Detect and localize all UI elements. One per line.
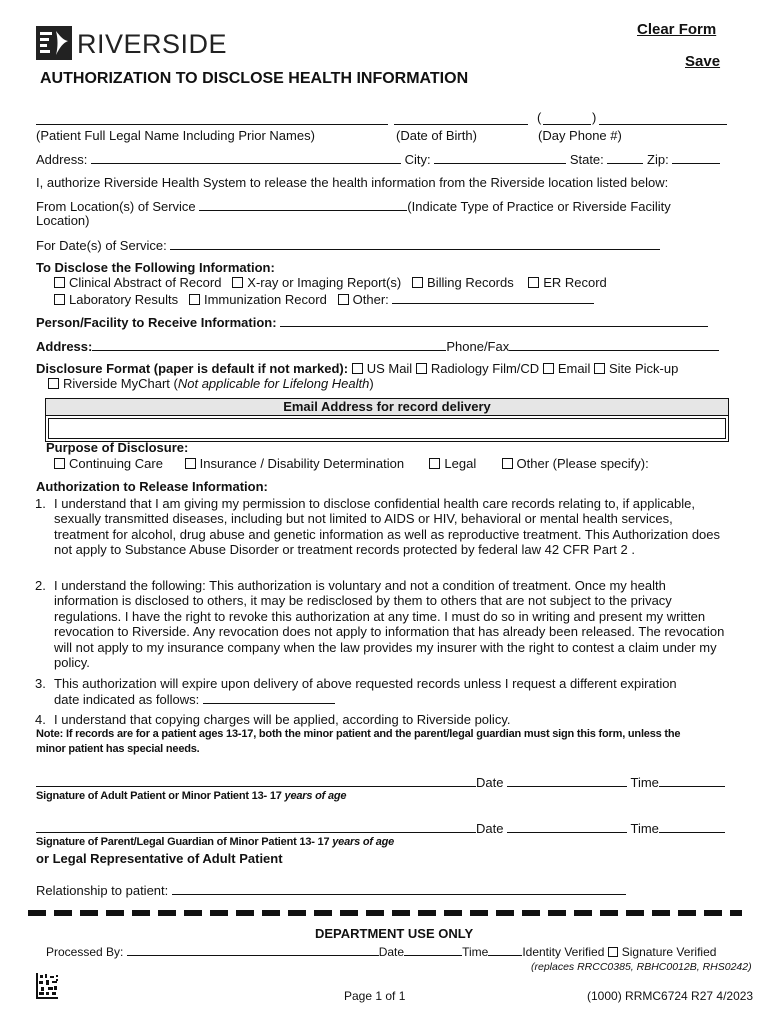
- dept-date-field[interactable]: [404, 945, 462, 956]
- processed-by-field[interactable]: [127, 945, 379, 956]
- billing-label: Billing Records: [427, 275, 514, 290]
- minor-note-cont: minor patient has special needs.: [36, 743, 200, 755]
- insurance-label: Insurance / Disability Determination: [199, 456, 405, 471]
- pickup-checkbox[interactable]: [594, 363, 605, 374]
- lab-checkbox[interactable]: [54, 294, 65, 305]
- phone-label: (Day Phone #): [538, 128, 622, 143]
- paragraph-1-text: I understand that I am giving my permission to disclose confidential health care records relating to, if applicable, sexually transmitted diseases, including but not limited to AIDS or HIV, behavioral or mental health services, treatment for alcohol, drug abuse and genetic information as well as reproductive treatment. This Authorization does not apply to Substance Abuse Disorder or treatment records protected by federal law 42 CFR Part 2 .: [54, 496, 721, 558]
- city-label: City:: [404, 152, 431, 167]
- email-label: Email: [557, 361, 591, 376]
- location-hint-cont: Location): [36, 213, 90, 228]
- paragraph-3-text-cont: date indicated as follows:: [54, 692, 200, 708]
- phone-field[interactable]: [599, 112, 727, 125]
- billing-checkbox[interactable]: [412, 277, 423, 288]
- page-number: Page 1 of 1: [344, 989, 406, 1003]
- email-address-box: [45, 398, 729, 442]
- dept-date-label: Date: [378, 945, 405, 959]
- recipient-address-field[interactable]: [92, 338, 446, 351]
- brand-name: RIVERSIDE: [77, 29, 228, 59]
- disclose-heading: To Disclose the Following Information:: [36, 260, 275, 275]
- riverside-logo-icon: [36, 26, 72, 60]
- guardian-signature-field[interactable]: [36, 820, 476, 833]
- expiration-date-field[interactable]: [203, 691, 335, 704]
- relationship-field[interactable]: [172, 882, 626, 895]
- purpose-heading: Purpose of Disclosure:: [46, 440, 189, 455]
- continuing-checkbox[interactable]: [54, 458, 65, 469]
- adult-signature-field[interactable]: [36, 774, 476, 787]
- department-heading: DEPARTMENT USE ONLY: [315, 926, 474, 941]
- phone-paren-open: (: [537, 110, 542, 125]
- processed-by-label: Processed By:: [46, 945, 124, 959]
- phone-fax-field[interactable]: [509, 338, 719, 351]
- phone-area-field[interactable]: [543, 112, 591, 125]
- adult-date-label: Date: [476, 775, 504, 790]
- form-code: (1000) RRMC6724 R27 4/2023: [587, 989, 754, 1003]
- save-button[interactable]: Save: [685, 53, 721, 70]
- guardian-signature-label-italic: years of age: [332, 836, 395, 848]
- identity-verified-label: Identity Verified: [522, 945, 605, 959]
- phone-fax-label: Phone/Fax: [446, 339, 510, 354]
- film-label: Radiology Film/CD: [430, 361, 540, 376]
- paragraph-4-number: 4.: [35, 712, 46, 727]
- zip-label: Zip:: [647, 152, 669, 167]
- other-info-checkbox[interactable]: [338, 294, 349, 305]
- legal-rep-label: or Legal Representative of Adult Patient: [36, 851, 283, 866]
- paragraph-1: [35, 496, 730, 558]
- lab-label: Laboratory Results: [69, 292, 179, 307]
- er-checkbox[interactable]: [528, 277, 539, 288]
- relationship-label: Relationship to patient:: [36, 883, 169, 898]
- dept-time-label: Time: [462, 945, 489, 959]
- film-checkbox[interactable]: [416, 363, 427, 374]
- recipient-field[interactable]: [280, 314, 708, 327]
- clear-form-button[interactable]: Clear Form: [637, 21, 717, 38]
- legal-label: Legal: [444, 456, 477, 471]
- paragraph-3-text: This authorization will expire upon delivery of above requested records unless I request a different expiration: [54, 676, 677, 691]
- replaces-note: (replaces RRCC0385, RBHC0012B, RHS0242): [531, 961, 752, 973]
- er-label: ER Record: [543, 275, 607, 290]
- adult-time-label: Time: [630, 775, 659, 790]
- paragraph-3-number: 3.: [35, 676, 46, 691]
- address-label: Address:: [36, 152, 88, 167]
- signature-verified-checkbox[interactable]: [608, 947, 618, 957]
- paragraph-1-number: 1.: [35, 496, 46, 511]
- mychart-note: Not applicable for Lifelong Health: [177, 376, 370, 391]
- address-field[interactable]: [91, 151, 401, 164]
- guardian-date-label: Date: [476, 821, 504, 836]
- legal-checkbox[interactable]: [429, 458, 440, 469]
- email-address-input[interactable]: [48, 418, 726, 439]
- paragraph-2-number: 2.: [35, 578, 46, 593]
- adult-signature-label-italic: years of age: [284, 790, 347, 802]
- xray-label: X-ray or Imaging Report(s): [247, 275, 402, 290]
- xray-checkbox[interactable]: [232, 277, 243, 288]
- adult-date-field[interactable]: [507, 774, 627, 787]
- mychart-close: ): [369, 376, 374, 391]
- release-heading: Authorization to Release Information:: [36, 479, 268, 494]
- pickup-label: Site Pick-up: [608, 361, 679, 376]
- authorization-statement: I, authorize Riverside Health System to release the health information from the Riverside location listed below:: [36, 175, 669, 190]
- riverside-logo: [36, 26, 228, 62]
- paragraph-3: [35, 676, 730, 708]
- email-checkbox[interactable]: [543, 363, 554, 374]
- dates-field[interactable]: [170, 237, 660, 250]
- location-label: From Location(s) of Service: [36, 199, 196, 214]
- cut-line: [28, 910, 742, 916]
- paragraph-4: [35, 712, 730, 727]
- barcode-icon: [36, 973, 58, 999]
- other-info-label: Other:: [352, 292, 389, 307]
- form-title: AUTHORIZATION TO DISCLOSE HEALTH INFORMATION: [40, 70, 469, 87]
- adult-signature-label: Signature of Adult Patient or Minor Patient 13- 17: [36, 790, 285, 802]
- signature-verified-label: Signature Verified: [621, 945, 717, 959]
- paragraph-2-text: I understand the following: This authorization is voluntary and not a condition of treatment. Once my health information is disclosed to others, it may be redisclosed by them to others that are not subject to the privacy regulations. I have the right to revoke this authorization at any time. I must do so in writing and present my written revocation to Riverside. Any revocation does not apply to information that has already been released. The revocation will not apply to my insurance company when the law provides my insurer with the right to contest a claim under my policy.: [54, 578, 725, 671]
- guardian-date-field[interactable]: [507, 820, 627, 833]
- continuing-label: Continuing Care: [69, 456, 163, 471]
- insurance-checkbox[interactable]: [185, 458, 196, 469]
- state-field[interactable]: [607, 151, 643, 164]
- mail-label: US Mail: [366, 361, 413, 376]
- recipient-label: Person/Facility to Receive Information:: [36, 315, 277, 330]
- guardian-signature-label: Signature of Parent/Legal Guardian of Minor Patient 13- 17: [36, 836, 333, 848]
- zip-field[interactable]: [672, 151, 720, 164]
- dob-field[interactable]: [394, 112, 528, 125]
- clinical-checkbox[interactable]: [54, 277, 65, 288]
- dates-label: For Date(s) of Service:: [36, 238, 167, 253]
- immunization-checkbox[interactable]: [189, 294, 200, 305]
- email-box-heading: Email Address for record delivery: [46, 399, 728, 416]
- guardian-time-label: Time: [630, 821, 659, 836]
- other-info-field[interactable]: [392, 291, 594, 304]
- minor-note: Note: If records are for a patient ages 13-17, both the minor patient and the parent/legal guardian must sign this form, unless the: [36, 728, 681, 740]
- clinical-label: Clinical Abstract of Record: [69, 275, 222, 290]
- patient-name-label: (Patient Full Legal Name Including Prior Names): [36, 128, 315, 143]
- immunization-label: Immunization Record: [203, 292, 327, 307]
- location-field[interactable]: [199, 198, 407, 211]
- location-hint: (Indicate Type of Practice or Riverside Facility: [407, 199, 671, 214]
- patient-name-field[interactable]: [36, 112, 388, 125]
- state-label: State:: [569, 152, 604, 167]
- paragraph-2: [35, 578, 730, 670]
- phone-paren-close: ): [592, 110, 597, 125]
- adult-time-field[interactable]: [659, 774, 725, 787]
- dept-time-field[interactable]: [488, 945, 522, 956]
- other-purpose-label: Other (Please specify):: [516, 456, 649, 471]
- recipient-address-label: Address:: [36, 339, 93, 354]
- guardian-time-field[interactable]: [659, 820, 725, 833]
- format-label: Disclosure Format (paper is default if not marked):: [36, 361, 349, 376]
- mychart-label: Riverside MyChart (: [63, 376, 178, 391]
- mychart-checkbox[interactable]: [48, 378, 59, 389]
- other-purpose-checkbox[interactable]: [502, 458, 513, 469]
- mail-checkbox[interactable]: [352, 363, 363, 374]
- paragraph-4-text: I understand that copying charges will be applied, according to Riverside policy.: [54, 712, 511, 727]
- city-field[interactable]: [434, 151, 566, 164]
- dob-label: (Date of Birth): [396, 128, 477, 143]
